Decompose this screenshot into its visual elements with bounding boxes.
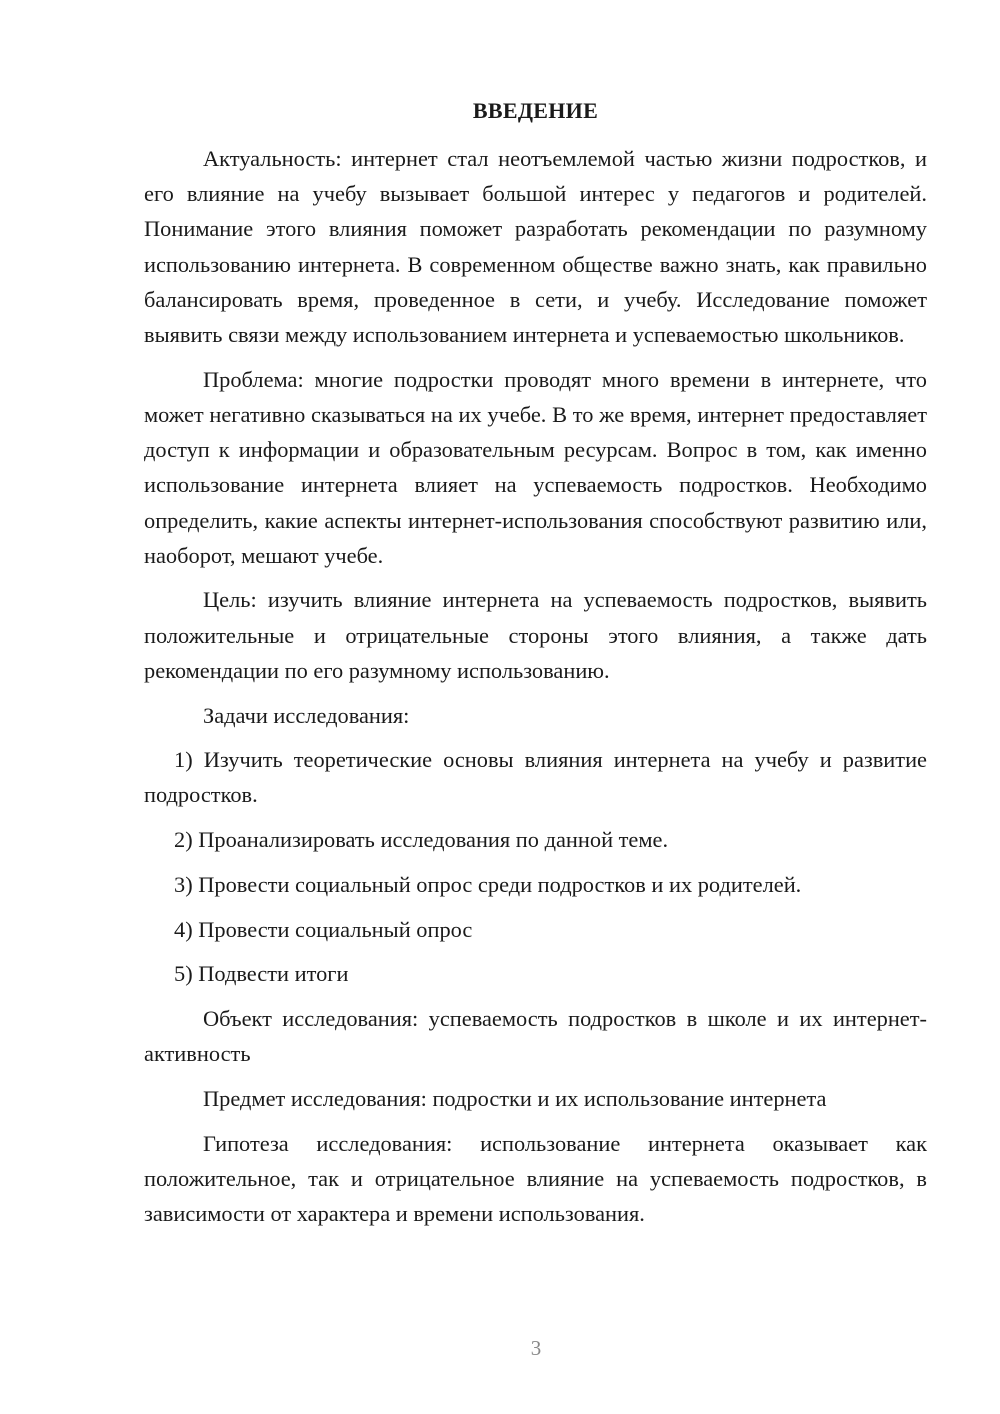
page-number: 3	[530, 1336, 542, 1360]
task-item-1: 1) Изучить теоретические основы влияния интернета на учебу и развитие подростков.	[144, 747, 927, 808]
paragraph-relevance: Актуальность: интернет стал неотъемлемой частью жизни подростков, и его влияние на учебу вызывает большой интерес у педагогов и родителей. Понимание этого влияния поможет разработать рекомендации по разумному использованию интернета. В современном обществе важно знать, как правильно балансировать время, проведенное в сети, и учебу. Исследование поможет выявить связи между использованием интернета и успеваемостью школьников.	[144, 146, 927, 348]
task-item-4: 4) Провести социальный опрос	[174, 916, 473, 942]
document-body	[144, 141, 927, 1241]
paragraph-tasks-heading: Задачи исследования:	[203, 702, 410, 728]
task-item-3: 3) Провести социальный опрос среди подростков и их родителей.	[174, 871, 802, 897]
paragraph-subject: Предмет исследования: подростки и их использование интернета	[203, 1085, 827, 1111]
paragraph-object: Объект исследования: успеваемость подростков в школе и их интернет-активность	[144, 1005, 927, 1067]
page-title: ВВЕДЕНИЕ	[472, 98, 599, 123]
task-item-2: 2) Проанализировать исследования по данной теме.	[174, 827, 669, 853]
paragraph-problem: Проблема: многие подростки проводят много времени в интернете, что может негативно сказываться на их учебе. В то же время, интернет предоставляет доступ к информации и образовательным ресурсам. Вопрос в том, как именно использование интернета влияет на успеваемость подростков. Необходимо определить, какие аспекты интернет-использования способствуют развитию или, наоборот, мешают учебе.	[144, 366, 927, 568]
paragraph-hypothesis: Гипотеза исследования: использование интернета оказывает как положительное, так и отрицательное влияние на успеваемость подростков, в зависимости от характера и времени использования.	[144, 1130, 927, 1226]
paragraph-goal: Цель: изучить влияние интернета на успеваемость подростков, выявить положительные и отрицательные стороны этого влияния, а также дать рекомендации по его разумному использованию.	[144, 587, 927, 683]
task-item-5: 5) Подвести итоги	[174, 961, 349, 987]
